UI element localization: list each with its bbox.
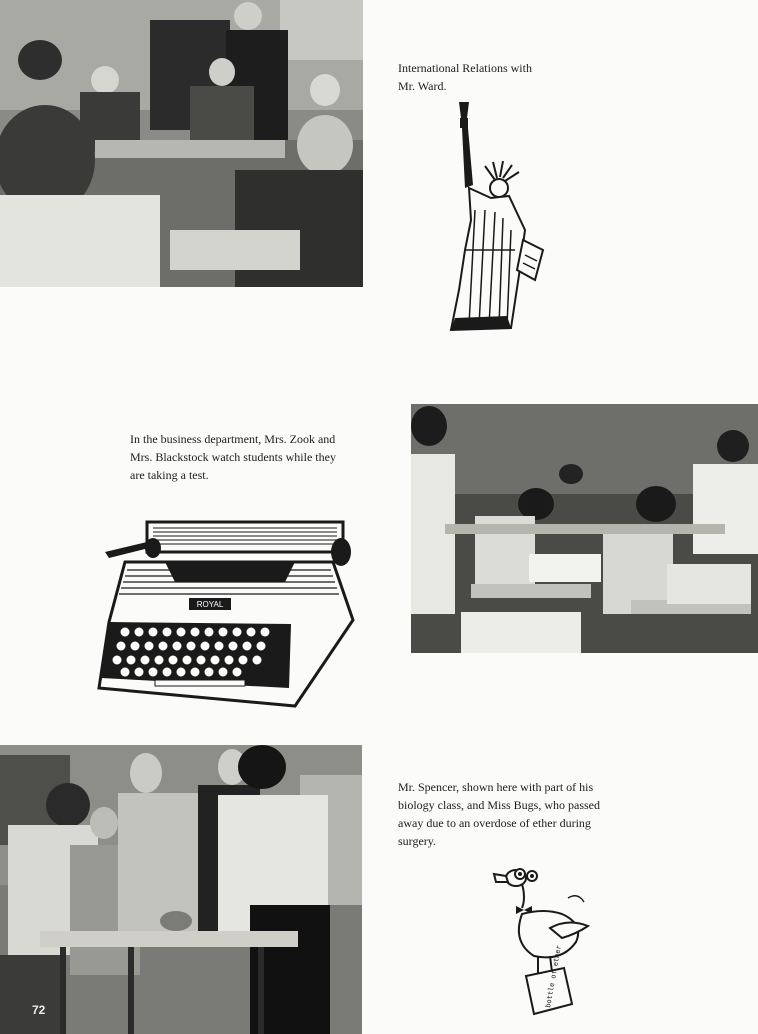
statue-of-liberty-icon	[445, 100, 545, 332]
caption-biology-class: Mr. Spencer, shown here with part of his biology class, and Miss Bugs, who passed away due to an overdose of ether during surgery.	[398, 780, 600, 848]
caption-international-relations: International Relations with Mr. Ward.	[398, 61, 532, 93]
box-label: bottle of ether	[544, 944, 563, 1009]
photo-biology-class	[0, 745, 362, 1034]
photo-international-relations-class	[0, 0, 363, 287]
page-number: 72	[32, 1003, 46, 1017]
caption-business-department: In the business department, Mrs. Zook and Mrs. Blackstock watch students while they are taking a test.	[130, 432, 336, 482]
duck-on-bottle-icon	[492, 858, 602, 1018]
typewriter-brand: ROYAL	[196, 600, 224, 609]
photo-business-typing-class	[411, 404, 758, 653]
typewriter-icon	[95, 512, 357, 710]
